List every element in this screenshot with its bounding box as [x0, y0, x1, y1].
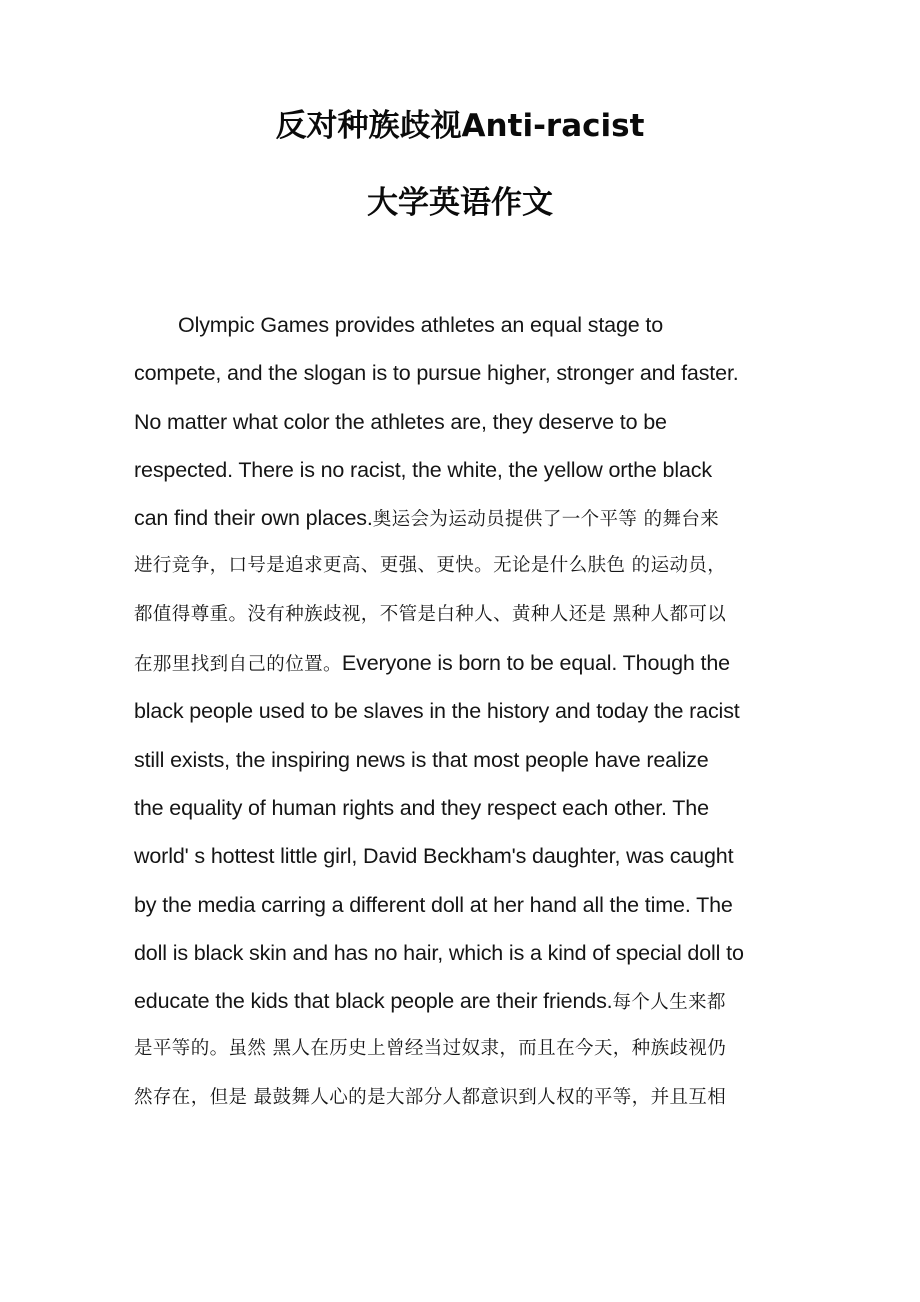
body-text-chinese: 每个人生来都	[612, 992, 726, 1014]
body-line: 然存在，但是 最鼓舞人心的是大部分人都意识到人权的平等，并且互相	[134, 1086, 727, 1108]
body-line: compete, and the slogan is to pursue higher, stronger and faster.	[134, 361, 739, 386]
body-line	[134, 977, 814, 1025]
body-line: No matter what color the athletes are, they deserve to be	[134, 409, 667, 434]
title-line-2: 大学英语作文	[367, 185, 553, 221]
body-line: the equality of human rights and they respect each other. The	[134, 795, 709, 820]
body-line	[134, 639, 814, 687]
body-line	[134, 494, 814, 542]
essay-body	[134, 301, 814, 1122]
body-text-english: Everyone is born to be equal. Though the	[341, 651, 730, 676]
body-line: still exists, the inspiring news is that most people have realize	[134, 747, 709, 772]
body-line: respected. There is no racist, the white, the yellow orthe black	[134, 457, 712, 482]
body-line: by the media carring a different doll at her hand all the time. The	[134, 892, 733, 917]
title-line-1: 反对种族歧视Anti-racist	[275, 108, 645, 144]
body-line: 是平等的。虽然 黑人在历史上曾经当过奴隶，而且在今天，种族歧视仍	[134, 1038, 727, 1060]
body-line: black people used to be slaves in the history and today the racist	[134, 699, 740, 724]
body-text-chinese: 奥运会为运动员提供了一个平等 的舞台来	[372, 509, 720, 531]
body-line: doll is black skin and has no hair, which is a kind of special doll to	[134, 940, 744, 965]
body-line: 都值得尊重。没有种族歧视，不管是白种人、黄种人还是 黑种人都可以	[134, 603, 727, 625]
body-text-english: educate the kids that black people are their friends.	[134, 989, 613, 1014]
body-line: Olympic Games provides athletes an equal stage to	[178, 313, 664, 337]
body-line: world' s hottest little girl, David Beckham's daughter, was caught	[134, 844, 734, 869]
body-text-chinese: 在那里找到自己的位置。	[134, 654, 342, 676]
body-text-english: can find their own places.	[134, 506, 373, 531]
body-line: 进行竞争，口号是追求更高、更强、更快。无论是什么肤色 的运动员，	[134, 555, 727, 577]
